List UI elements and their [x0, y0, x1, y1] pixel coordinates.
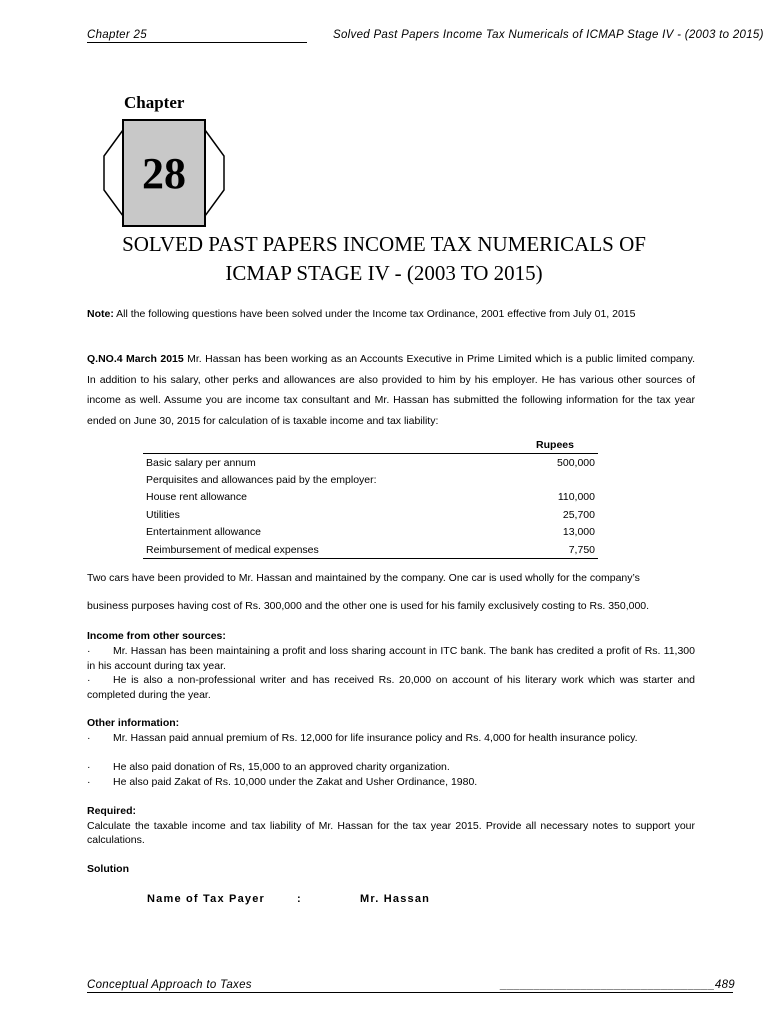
row-label: Reimbursement of medical expenses	[143, 541, 512, 559]
running-header-chapter: Chapter 25	[87, 29, 147, 41]
chapter-label: Chapter	[124, 93, 185, 112]
row-amount: 110,000	[557, 491, 595, 504]
table-row	[143, 524, 598, 541]
other-info-item-3: · He also paid Zakat of Rs. 10,000 under the Zakat and Usher Ordinance, 1980.	[87, 776, 478, 788]
table-row	[143, 454, 598, 472]
table-header-rupees: Rupees	[512, 437, 598, 454]
bullet-icon: ·	[87, 645, 91, 657]
note-label: Note:	[87, 308, 114, 320]
salary-info-table	[143, 437, 598, 559]
question-text: Mr. Hassan has been working as an Accounts Executive in Prime Limited which is a public limited company. In addition to his salary, other perks and allowances are also provided to him by his employer. He has various other sources of income as well. Assume you are income tax consultant and Mr. Hassan has submitted the following information for the tax year ended on June 30, 2015 for calculation of is taxable income and tax liability:	[87, 353, 695, 427]
footer-rule	[87, 992, 733, 993]
running-header-title: Solved Past Papers Income Tax Numericals of ICMAP Stage IV - (2003 to 2015)	[333, 29, 764, 41]
cars-paragraph-line-2: business purposes having cost of Rs. 300,000 and the other one is used for his family exclusively costing to Rs. 350,000.	[87, 600, 650, 612]
header-rule	[87, 42, 307, 43]
row-label: Perquisites and allowances paid by the employer:	[146, 474, 377, 487]
bullet-icon: ·	[87, 776, 91, 788]
other-income-item-1: · Mr. Hassan has been maintaining a profit and loss sharing account in ITC bank. The bank has credited a profit of Rs. 11,300 in his account during tax year.	[87, 645, 695, 672]
bullet-icon: ·	[87, 761, 91, 773]
other-info-item-1: · Mr. Hassan paid annual premium of Rs. 12,000 for life insurance policy and Rs. 4,000 for health insurance policy.	[87, 732, 638, 744]
taxpayer-colon: :	[297, 893, 302, 905]
required-text: Calculate the taxable income and tax liability of Mr. Hassan for the tax year 2015. Provide all necessary notes to support your calculations.	[87, 820, 695, 846]
bullet-icon: ·	[87, 732, 91, 744]
other-info-heading: Other information:	[87, 717, 180, 729]
other-income-heading: Income from other sources:	[87, 630, 226, 642]
table-header-row	[143, 437, 598, 454]
row-amount	[512, 471, 598, 488]
note-text: All the following questions have been solved under the Income tax Ordinance, 2001 effective from July 01, 2015	[113, 308, 636, 320]
table-row	[143, 489, 598, 506]
taxpayer-label: Name of Tax Payer	[147, 893, 266, 905]
other-info-item-2: · He also paid donation of Rs, 15,000 to an approved charity organization.	[87, 761, 450, 773]
required-heading: Required:	[87, 805, 137, 817]
table-row	[143, 541, 598, 559]
row-label: Utilities	[146, 508, 180, 521]
page-title	[60, 230, 708, 288]
footer-page-number: ________________________________489	[500, 979, 735, 991]
other-income-item-2: · He is also a non-professional writer and has received Rs. 20,000 on account of his literary work which was starter and completed during the year.	[87, 674, 695, 701]
row-amount: 25,700	[562, 508, 595, 521]
row-amount: 7,750	[512, 541, 598, 559]
row-label: Entertainment allowance	[146, 526, 261, 539]
row-label: House rent allowance	[146, 491, 247, 504]
chapter-number: 28	[142, 149, 186, 198]
row-amount: 13,000	[562, 526, 595, 539]
table-row	[143, 506, 598, 523]
question-label: Q.NO.4 March 2015	[87, 353, 184, 365]
solution-heading: Solution	[87, 863, 129, 875]
row-amount: 500,000	[557, 456, 595, 469]
taxpayer-value: Mr. Hassan	[360, 893, 431, 905]
cars-paragraph-line-1: Two cars have been provided to Mr. Hassan and maintained by the company. One car is used wholly for the company’s	[87, 572, 640, 584]
bullet-icon: ·	[87, 674, 91, 686]
footer-book-title: Conceptual Approach to Taxes	[87, 979, 252, 991]
note-paragraph	[87, 306, 695, 323]
table-row	[143, 471, 598, 488]
title-line-2: ICMAP STAGE IV - (2003 TO 2015)	[225, 261, 543, 285]
title-line-1: SOLVED PAST PAPERS INCOME TAX NUMERICALS OF	[122, 232, 646, 256]
question-paragraph	[87, 349, 695, 431]
row-label: Basic salary per annum	[146, 456, 256, 469]
